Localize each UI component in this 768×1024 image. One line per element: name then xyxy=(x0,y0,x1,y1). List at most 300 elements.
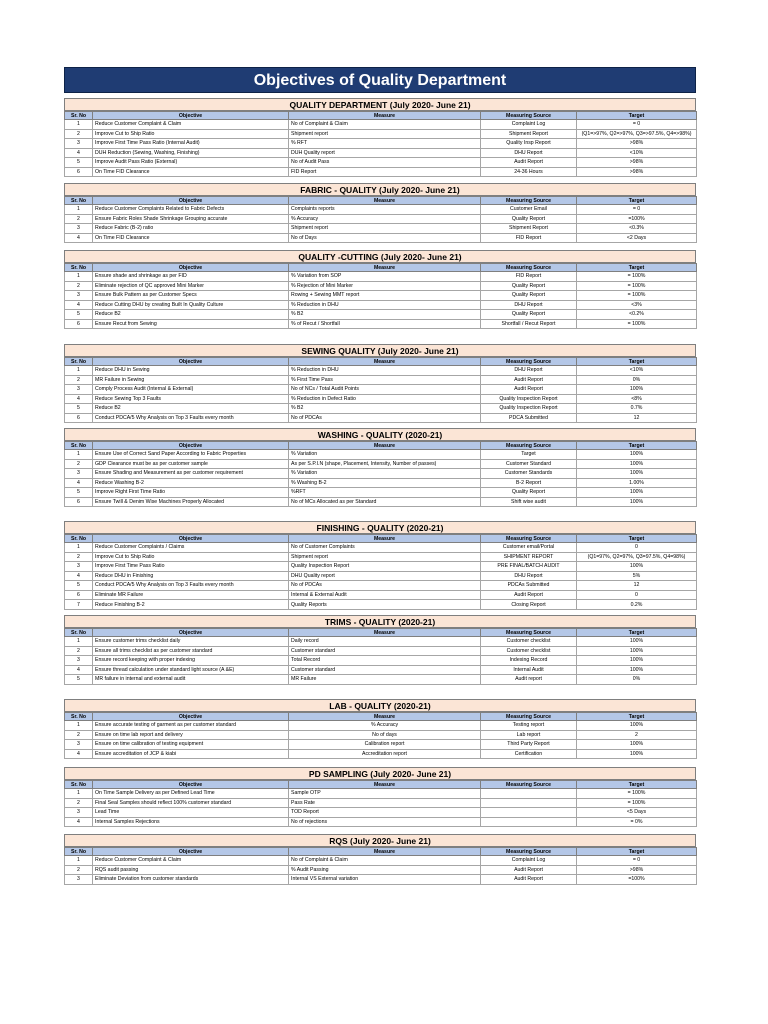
cell-measure: Total Record xyxy=(289,656,481,666)
cell-sr-no: 1 xyxy=(65,543,93,553)
cell-sr-no: 1 xyxy=(65,637,93,647)
cell-sr-no: 1 xyxy=(65,789,93,799)
col-header-measuring-source: Measuring Source xyxy=(481,358,577,366)
cell-measure: % Reduction in DHU xyxy=(289,366,481,376)
cell-objective: Ensure record keeping with proper indexing xyxy=(93,656,289,666)
cell-measure: % Variation from SOP xyxy=(289,272,481,282)
cell-objective: Ensure Bulk Pattern as per Customer Specs xyxy=(93,291,289,301)
cell-measure: % RFT xyxy=(289,139,481,149)
cell-measure: % of Recut / Shortfall xyxy=(289,319,481,329)
cell-target: 0% xyxy=(577,675,697,685)
cell-measuring-source: Customer email/Portal xyxy=(481,543,577,553)
section-title: FABRIC - QUALITY (July 2020- June 21) xyxy=(64,183,696,196)
col-header-sr-no: Sr. No xyxy=(65,781,93,789)
table-row xyxy=(65,478,697,488)
cell-target: <3% xyxy=(577,300,697,310)
col-header-measure: Measure xyxy=(289,264,481,272)
cell-objective: Ensure customer trims checklist daily xyxy=(93,637,289,647)
section-title: QUALITY DEPARTMENT (July 2020- June 21) xyxy=(64,98,696,111)
cell-sr-no: 2 xyxy=(65,459,93,469)
cell-sr-no: 2 xyxy=(65,865,93,875)
cell-measuring-source: SHIPMENT REPORT xyxy=(481,552,577,562)
cell-measure: No of Days xyxy=(289,233,481,243)
cell-objective: Ensure accreditation of JCP & kiabi xyxy=(93,749,289,759)
cell-sr-no: 5 xyxy=(65,581,93,591)
table-row xyxy=(65,281,697,291)
cell-measure: No of Customer Complaints xyxy=(289,543,481,553)
cell-objective: Ensure Fabric Roles Shade Shrinkage Grouping accurate xyxy=(93,214,289,224)
col-header-sr-no: Sr. No xyxy=(65,264,93,272)
table-row xyxy=(65,637,697,647)
cell-target: 0.7% xyxy=(577,404,697,414)
table-row xyxy=(65,214,697,224)
cell-measuring-source: Customer checklist xyxy=(481,637,577,647)
cell-measure: DHU Quality report xyxy=(289,571,481,581)
cell-target: 100% xyxy=(577,497,697,507)
table-header-row xyxy=(65,442,697,450)
cell-sr-no: 2 xyxy=(65,730,93,740)
col-header-objective: Objective xyxy=(93,535,289,543)
cell-sr-no: 2 xyxy=(65,129,93,139)
cell-target: 1.00% xyxy=(577,478,697,488)
table-row xyxy=(65,300,697,310)
objectives-table xyxy=(64,357,697,423)
cell-measure: % Variation xyxy=(289,450,481,460)
cell-sr-no: 4 xyxy=(65,478,93,488)
col-header-target: Target xyxy=(577,713,697,721)
cell-measuring-source: Closing Report xyxy=(481,600,577,610)
section-title: TRIMS - QUALITY (2020-21) xyxy=(64,615,696,628)
cell-measure: No of NCs / Total Audit Points xyxy=(289,385,481,395)
cell-target: =100% xyxy=(577,214,697,224)
cell-measuring-source: 24-36 Hours xyxy=(481,167,577,177)
cell-objective: Ensure Recut from Sewing xyxy=(93,319,289,329)
cell-measuring-source: Complaint Log xyxy=(481,856,577,866)
col-header-target: Target xyxy=(577,848,697,856)
table-row xyxy=(65,571,697,581)
cell-measuring-source: Quality Report xyxy=(481,291,577,301)
cell-measure: Accreditation report xyxy=(289,749,481,759)
cell-objective: Conduct PDCA/5 Why Analysis on Top 3 Faults every month xyxy=(93,581,289,591)
col-header-sr-no: Sr. No xyxy=(65,629,93,637)
cell-objective: Lead Time xyxy=(93,808,289,818)
col-header-target: Target xyxy=(577,264,697,272)
cell-sr-no: 1 xyxy=(65,450,93,460)
cell-measuring-source: Customer checklist xyxy=(481,646,577,656)
cell-measuring-source: Internal Audit xyxy=(481,665,577,675)
col-header-measure: Measure xyxy=(289,112,481,120)
cell-objective: Improve Right First Time Ratio xyxy=(93,488,289,498)
col-header-measure: Measure xyxy=(289,442,481,450)
cell-target: 0% xyxy=(577,375,697,385)
cell-objective: Reduce DHU in Finishing xyxy=(93,571,289,581)
table-row xyxy=(65,224,697,234)
table-row xyxy=(65,205,697,215)
table-row xyxy=(65,875,697,885)
cell-measure: %RFT xyxy=(289,488,481,498)
table-row xyxy=(65,272,697,282)
cell-measuring-source: Quality Report xyxy=(481,488,577,498)
cell-measure: Shipment report xyxy=(289,224,481,234)
cell-measure: No of Complaint & Claim xyxy=(289,120,481,130)
cell-measuring-source: Shipment Report xyxy=(481,129,577,139)
cell-measuring-source: Customer Standards xyxy=(481,469,577,479)
table-header-row xyxy=(65,112,697,120)
cell-sr-no: 3 xyxy=(65,656,93,666)
table-header-row xyxy=(65,848,697,856)
cell-measure: % Accuracy xyxy=(289,721,481,731)
cell-measuring-source xyxy=(481,817,577,827)
cell-target: 100% xyxy=(577,665,697,675)
cell-sr-no: 3 xyxy=(65,808,93,818)
cell-objective: Improve Audit Pass Ratio (External) xyxy=(93,158,289,168)
cell-measure: % Audit Passing xyxy=(289,865,481,875)
cell-measure: No of Audit Pass xyxy=(289,158,481,168)
cell-target: <10% xyxy=(577,366,697,376)
table-row xyxy=(65,310,697,320)
cell-measuring-source: Quality Report xyxy=(481,310,577,320)
col-header-objective: Objective xyxy=(93,358,289,366)
cell-objective: DUH Reduction (Sewing, Washing, Finishing) xyxy=(93,148,289,158)
table-row xyxy=(65,665,697,675)
cell-measure: Shipment report xyxy=(289,552,481,562)
cell-measuring-source: PDCAs Submitted xyxy=(481,581,577,591)
cell-objective: Improve Cut to Ship Ratio xyxy=(93,129,289,139)
cell-measuring-source: Shortfall / Recut Report xyxy=(481,319,577,329)
section-table xyxy=(64,344,696,423)
cell-sr-no: 5 xyxy=(65,488,93,498)
cell-sr-no: 1 xyxy=(65,205,93,215)
cell-target: >98% xyxy=(577,167,697,177)
cell-measuring-source: DHU Report xyxy=(481,366,577,376)
table-row xyxy=(65,488,697,498)
cell-measure: % Rejection of Mini Marker xyxy=(289,281,481,291)
cell-target: 100% xyxy=(577,469,697,479)
cell-objective: Improve Cut to Ship Ratio xyxy=(93,552,289,562)
cell-measuring-source: FID Report xyxy=(481,233,577,243)
cell-target: = 0 xyxy=(577,205,697,215)
objectives-table xyxy=(64,441,697,507)
cell-objective: Reduce Sewing Top 3 Faults xyxy=(93,394,289,404)
col-header-measuring-source: Measuring Source xyxy=(481,442,577,450)
cell-sr-no: 3 xyxy=(65,139,93,149)
cell-measuring-source: Audit report xyxy=(481,675,577,685)
cell-sr-no: 3 xyxy=(65,562,93,572)
col-header-target: Target xyxy=(577,442,697,450)
objectives-table xyxy=(64,111,697,177)
cell-target: = 100% xyxy=(577,281,697,291)
col-header-measure: Measure xyxy=(289,629,481,637)
cell-objective: Ensure Use of Correct Sand Paper According to Fabric Properties xyxy=(93,450,289,460)
table-row xyxy=(65,808,697,818)
cell-target: <2 Days xyxy=(577,233,697,243)
cell-measure: Daily record xyxy=(289,637,481,647)
table-row xyxy=(65,167,697,177)
col-header-sr-no: Sr. No xyxy=(65,535,93,543)
cell-sr-no: 7 xyxy=(65,600,93,610)
col-header-measure: Measure xyxy=(289,358,481,366)
cell-objective: On Time Sample Delivery as per Defined Lead Time xyxy=(93,789,289,799)
cell-sr-no: 1 xyxy=(65,721,93,731)
cell-measuring-source: Quality Report xyxy=(481,214,577,224)
cell-sr-no: 4 xyxy=(65,148,93,158)
col-header-target: Target xyxy=(577,629,697,637)
cell-measuring-source: Complaint Log xyxy=(481,120,577,130)
cell-measure: % Washing B-2 xyxy=(289,478,481,488)
section-title: LAB - QUALITY (2020-21) xyxy=(64,699,696,712)
table-header-row xyxy=(65,197,697,205)
cell-objective: On Time FID Clearance xyxy=(93,167,289,177)
table-row xyxy=(65,856,697,866)
table-row xyxy=(65,120,697,130)
col-header-objective: Objective xyxy=(93,629,289,637)
cell-measure: No of MCs Allocated as per Standard xyxy=(289,497,481,507)
cell-measuring-source: PRE FINAL/BATCH AUDIT xyxy=(481,562,577,572)
cell-target: >98% xyxy=(577,158,697,168)
cell-measuring-source: PDCA Submitted xyxy=(481,413,577,423)
col-header-sr-no: Sr. No xyxy=(65,713,93,721)
cell-measure: Quality Reports xyxy=(289,600,481,610)
cell-sr-no: 1 xyxy=(65,366,93,376)
cell-measuring-source xyxy=(481,798,577,808)
cell-objective: Improve First Time Pass Ratio (Internal Audit) xyxy=(93,139,289,149)
cell-objective: Reduce Finishing B-2 xyxy=(93,600,289,610)
cell-sr-no: 3 xyxy=(65,875,93,885)
cell-sr-no: 4 xyxy=(65,300,93,310)
table-row xyxy=(65,552,697,562)
cell-sr-no: 2 xyxy=(65,552,93,562)
cell-target: 12 xyxy=(577,581,697,591)
cell-objective: Reduce B2 xyxy=(93,310,289,320)
section-table xyxy=(64,767,696,827)
table-row xyxy=(65,394,697,404)
section-table xyxy=(64,183,696,243)
table-header-row xyxy=(65,629,697,637)
cell-measure: No of days xyxy=(289,730,481,740)
cell-measure: % Variation xyxy=(289,469,481,479)
cell-measure: DUH Quality report xyxy=(289,148,481,158)
col-header-measure: Measure xyxy=(289,848,481,856)
table-row xyxy=(65,366,697,376)
cell-objective: Reduce Customer Complaint & Claim xyxy=(93,856,289,866)
cell-target: 100% xyxy=(577,450,697,460)
objectives-table xyxy=(64,263,697,329)
cell-objective: Eliminate Deviation from customer standards xyxy=(93,875,289,885)
cell-objective: Internal Samples Rejections xyxy=(93,817,289,827)
section-title: WASHING - QUALITY (2020-21) xyxy=(64,428,696,441)
cell-measuring-source: Certification xyxy=(481,749,577,759)
cell-measure: % Reduction in Defect Ratio xyxy=(289,394,481,404)
cell-sr-no: 3 xyxy=(65,224,93,234)
col-header-objective: Objective xyxy=(93,713,289,721)
section-title: FINISHING - QUALITY (2020-21) xyxy=(64,521,696,534)
col-header-measuring-source: Measuring Source xyxy=(481,112,577,120)
cell-sr-no: 6 xyxy=(65,319,93,329)
cell-measuring-source xyxy=(481,808,577,818)
table-header-row xyxy=(65,358,697,366)
cell-objective: On Time FID Clearance xyxy=(93,233,289,243)
cell-objective: Ensure thread calculation under standard light source (A &E) xyxy=(93,665,289,675)
cell-objective: Final Seal Samples should reflect 100% customer standard xyxy=(93,798,289,808)
cell-measure: Quality Inspection Report xyxy=(289,562,481,572)
cell-sr-no: 1 xyxy=(65,856,93,866)
cell-measure: Shipment report xyxy=(289,129,481,139)
col-header-target: Target xyxy=(577,535,697,543)
col-header-target: Target xyxy=(577,112,697,120)
cell-sr-no: 1 xyxy=(65,120,93,130)
objectives-table xyxy=(64,847,697,885)
col-header-measuring-source: Measuring Source xyxy=(481,848,577,856)
cell-objective: Ensure on time calibration of testing equipment xyxy=(93,740,289,750)
cell-target: <10% xyxy=(577,148,697,158)
cell-objective: Conduct PDCA/5 Why Analysis on Top 3 Faults every month xyxy=(93,413,289,423)
table-row xyxy=(65,740,697,750)
cell-measuring-source: Indexing Record xyxy=(481,656,577,666)
section-table xyxy=(64,250,696,329)
col-header-objective: Objective xyxy=(93,264,289,272)
cell-objective: RQS audit passing xyxy=(93,865,289,875)
cell-target: 100% xyxy=(577,749,697,759)
cell-target: <0.3% xyxy=(577,224,697,234)
table-row xyxy=(65,543,697,553)
cell-sr-no: 4 xyxy=(65,233,93,243)
table-row xyxy=(65,798,697,808)
table-row xyxy=(65,721,697,731)
cell-objective: GDP Clearance must be as per customer sample xyxy=(93,459,289,469)
cell-measure: % First Time Pass xyxy=(289,375,481,385)
col-header-sr-no: Sr. No xyxy=(65,112,93,120)
cell-measuring-source: Audit Report xyxy=(481,875,577,885)
cell-objective: Eliminate MR Failure xyxy=(93,590,289,600)
col-header-target: Target xyxy=(577,358,697,366)
cell-measuring-source: DHU Report xyxy=(481,300,577,310)
cell-measuring-source: Quality Insp Report xyxy=(481,139,577,149)
cell-measure: % Accuracy xyxy=(289,214,481,224)
cell-measure: No of rejections xyxy=(289,817,481,827)
table-row xyxy=(65,158,697,168)
cell-sr-no: 1 xyxy=(65,272,93,282)
objectives-table xyxy=(64,196,697,243)
page-title: Objectives of Quality Department xyxy=(64,67,696,93)
cell-target: 100% xyxy=(577,459,697,469)
objectives-table xyxy=(64,534,697,610)
cell-sr-no: 6 xyxy=(65,590,93,600)
col-header-objective: Objective xyxy=(93,112,289,120)
cell-target: (Q1=>97%, Q2=>97%, Q3=>97.5%, Q4=>98%) xyxy=(577,129,697,139)
cell-measuring-source: Audit Report xyxy=(481,590,577,600)
table-row xyxy=(65,865,697,875)
cell-measure: % B2 xyxy=(289,404,481,414)
section-table xyxy=(64,521,696,610)
col-header-objective: Objective xyxy=(93,197,289,205)
cell-objective: Reduce Customer Complaint & Claim xyxy=(93,120,289,130)
cell-measure: Customer standard xyxy=(289,646,481,656)
cell-target: 100% xyxy=(577,385,697,395)
col-header-sr-no: Sr. No xyxy=(65,848,93,856)
cell-objective: Reduce Customer Complaints Related to Fabric Defects xyxy=(93,205,289,215)
cell-sr-no: 5 xyxy=(65,310,93,320)
cell-sr-no: 2 xyxy=(65,375,93,385)
cell-measure: No of PDCAs xyxy=(289,413,481,423)
cell-sr-no: 2 xyxy=(65,281,93,291)
cell-target: = 0% xyxy=(577,817,697,827)
cell-objective: Reduce B2 xyxy=(93,404,289,414)
table-row xyxy=(65,129,697,139)
objectives-table xyxy=(64,780,697,827)
table-row xyxy=(65,139,697,149)
table-row xyxy=(65,817,697,827)
cell-measuring-source: Audit Report xyxy=(481,385,577,395)
col-header-sr-no: Sr. No xyxy=(65,442,93,450)
table-row xyxy=(65,375,697,385)
cell-target: = 100% xyxy=(577,319,697,329)
cell-target: 100% xyxy=(577,646,697,656)
cell-objective: Improve First Time Pass Ratio xyxy=(93,562,289,572)
cell-target: <0.2% xyxy=(577,310,697,320)
col-header-objective: Objective xyxy=(93,781,289,789)
col-header-measuring-source: Measuring Source xyxy=(481,629,577,637)
cell-objective: Reduce Cutting DHU by creating Built In Quality Culture xyxy=(93,300,289,310)
cell-target: 5% xyxy=(577,571,697,581)
cell-measuring-source: Audit Report xyxy=(481,375,577,385)
table-header-row xyxy=(65,713,697,721)
cell-sr-no: 6 xyxy=(65,413,93,423)
col-header-measure: Measure xyxy=(289,713,481,721)
cell-measuring-source: B-2 Report xyxy=(481,478,577,488)
objectives-table xyxy=(64,712,697,759)
col-header-objective: Objective xyxy=(93,442,289,450)
cell-target: 0 xyxy=(577,590,697,600)
cell-objective: Ensure all trims checklist as per customer standard xyxy=(93,646,289,656)
table-row xyxy=(65,590,697,600)
cell-measuring-source: Lab report xyxy=(481,730,577,740)
cell-sr-no: 4 xyxy=(65,665,93,675)
cell-measuring-source xyxy=(481,789,577,799)
cell-target: = 100% xyxy=(577,291,697,301)
objectives-table xyxy=(64,628,697,685)
cell-measuring-source: Audit Report xyxy=(481,158,577,168)
cell-measuring-source: Audit Report xyxy=(481,865,577,875)
cell-measure: Pass Rate xyxy=(289,798,481,808)
col-header-objective: Objective xyxy=(93,848,289,856)
cell-target: <8% xyxy=(577,394,697,404)
table-row xyxy=(65,319,697,329)
cell-sr-no: 3 xyxy=(65,740,93,750)
col-header-target: Target xyxy=(577,197,697,205)
section-table xyxy=(64,98,696,177)
cell-measuring-source: FID Report xyxy=(481,272,577,282)
cell-target: 100% xyxy=(577,562,697,572)
cell-objective: Ensure accurate testing of garment as per customer standard xyxy=(93,721,289,731)
cell-target: (Q1=97%, Q2=97%, Q3=97.5%, Q4=98%) xyxy=(577,552,697,562)
cell-measure: Rowing + Sewing MMT report xyxy=(289,291,481,301)
cell-target: =100% xyxy=(577,875,697,885)
col-header-measuring-source: Measuring Source xyxy=(481,535,577,543)
section-title: QUALITY -CUTTING (July 2020- June 21) xyxy=(64,250,696,263)
cell-measure: As per S.P.I.N (shape, Placement, Intensity, Number of passes) xyxy=(289,459,481,469)
cell-sr-no: 5 xyxy=(65,675,93,685)
cell-objective: Ensure Twill & Denim Wise Machines Properly Allocated xyxy=(93,497,289,507)
cell-measuring-source: Customer Standard xyxy=(481,459,577,469)
cell-target: 100% xyxy=(577,488,697,498)
section-title: RQS (July 2020- June 21) xyxy=(64,834,696,847)
col-header-measure: Measure xyxy=(289,781,481,789)
table-row xyxy=(65,646,697,656)
col-header-measuring-source: Measuring Source xyxy=(481,197,577,205)
cell-measure: % B2 xyxy=(289,310,481,320)
section-title: PD SAMPLING (July 2020- June 21) xyxy=(64,767,696,780)
table-header-row xyxy=(65,264,697,272)
